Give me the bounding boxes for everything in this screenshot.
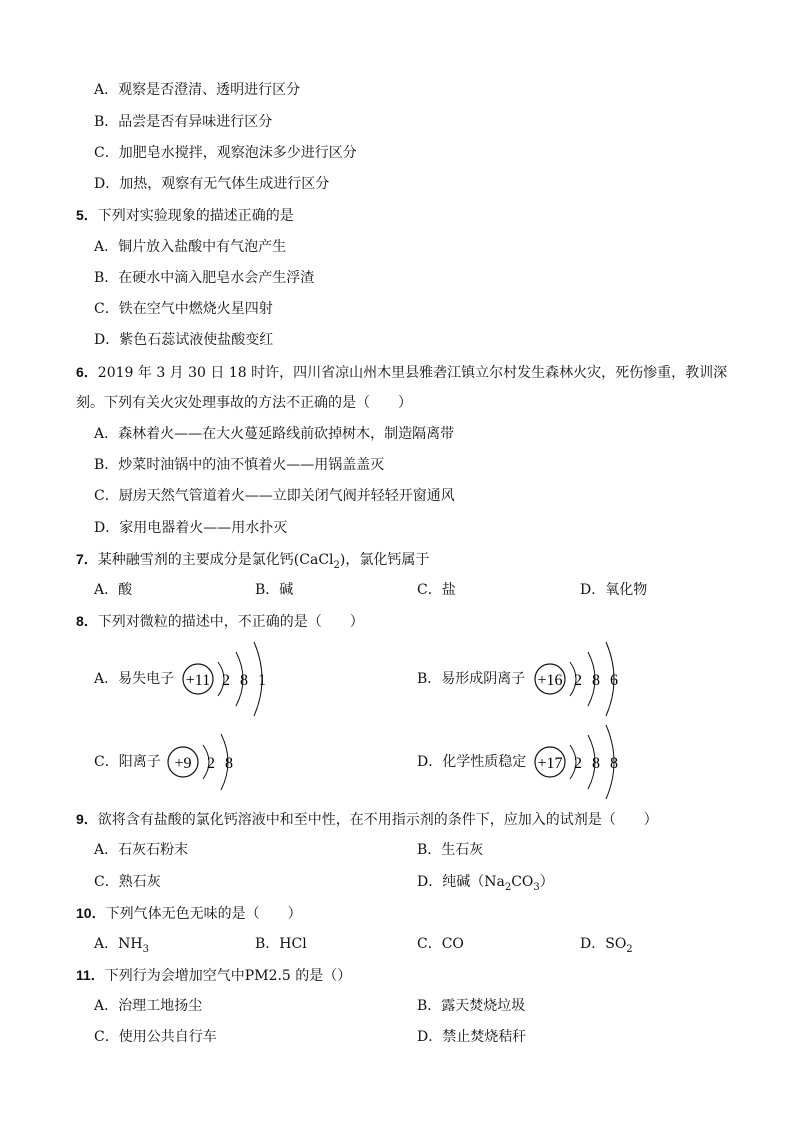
- nucleus-charge: +17: [537, 755, 563, 772]
- option-text: CO: [511, 874, 534, 890]
- shell-electrons-3: 6: [610, 672, 618, 689]
- question-11: [76, 965, 351, 986]
- q8-option-a-label: A．易失电子: [94, 671, 175, 687]
- subscript: 3: [142, 943, 149, 955]
- shell-electrons-2: 8: [240, 672, 248, 689]
- q8-option-c-label: C．阳离子: [94, 754, 161, 770]
- question-stem: 下列对实验现象的描述正确的是: [97, 208, 294, 224]
- q6-option-a: A．森林着火——在大火蔓延路线前砍掉树木，制造隔离带: [94, 426, 455, 442]
- subscript: 2: [333, 559, 340, 571]
- nucleus-charge: +11: [185, 672, 211, 689]
- question-5: [76, 205, 294, 226]
- q6-option-d: D．家用电器着火——用水扑灭: [94, 520, 288, 536]
- q7-option-d: D．氧化物: [580, 582, 648, 598]
- atom-structure-diagram-d: [530, 721, 630, 803]
- question-stem: 某种融雪剂的主要成分是氯化钙(CaCl: [97, 552, 334, 568]
- nucleus-charge: +9: [174, 755, 192, 772]
- question-number: 7．: [76, 551, 98, 567]
- q7-option-b: B．碱: [255, 582, 294, 598]
- q9-option-d: [417, 872, 554, 898]
- question-8: [76, 611, 364, 632]
- question-stem: 下列行为会增加空气中PM2.5 的是（）: [104, 968, 352, 984]
- q6-stem-line2: 刻。下列有关火灾处理事故的方法不正确的是（ ）: [76, 395, 412, 411]
- subscript: 2: [626, 943, 633, 955]
- q5-option-c: C．铁在空气中燃烧火星四射: [94, 301, 273, 317]
- q5-option-a: A．铜片放入盐酸中有气泡产生: [94, 239, 287, 255]
- shell-electrons-1: 2: [574, 672, 582, 689]
- option-text: ）: [539, 874, 554, 890]
- q9-option-b: B．生石灰: [417, 842, 484, 858]
- atom-structure-diagram-b: [530, 638, 630, 720]
- atom-structure-diagram-a: [178, 638, 278, 720]
- q6-option-c: C．厨房天然气管道着火——立即关闭气阀并轻轻开窗通风: [94, 488, 455, 504]
- q4-option-a: A．观察是否澄清、透明进行区分: [94, 82, 301, 98]
- q11-option-c: C．使用公共自行车: [94, 1029, 217, 1045]
- question-number: 11．: [76, 967, 105, 983]
- q9-option-a: A．石灰石粉末: [94, 842, 189, 858]
- q10-option-d: [580, 934, 633, 960]
- question-number: 6．: [76, 364, 98, 380]
- question-6: [76, 362, 727, 383]
- q11-option-b: B．露天焚烧垃圾: [417, 998, 526, 1014]
- option-text: D．SO: [580, 936, 627, 952]
- q6-option-b: B．炒菜时油锅中的油不慎着火——用锅盖盖灭: [94, 457, 385, 473]
- atom-structure-diagram-c: [163, 726, 243, 798]
- nucleus-charge: +16: [537, 672, 563, 689]
- shell-electrons-3: 8: [610, 755, 618, 772]
- question-number: 10．: [76, 905, 106, 921]
- q4-option-b: B．品尝是否有异味进行区分: [94, 114, 273, 130]
- q7-option-c: C．盐: [417, 582, 456, 598]
- shell-electrons-1: 2: [207, 755, 215, 772]
- option-text: D．纯碱（Na: [417, 874, 505, 890]
- shell-electrons-3: 1: [258, 672, 266, 689]
- q5-option-b: B．在硬水中滴入肥皂水会产生浮渣: [94, 270, 315, 286]
- q10-option-c: C．CO: [417, 936, 464, 952]
- q10-option-b: B．HCl: [255, 936, 307, 952]
- question-stem: 下列对微粒的描述中，不正确的是（ ）: [97, 614, 364, 630]
- subscript: 2: [504, 881, 512, 893]
- subscript: 3: [533, 881, 540, 893]
- q11-option-a: A．治理工地扬尘: [94, 998, 203, 1014]
- question-number: 9．: [76, 811, 98, 827]
- shell-electrons-1: 2: [222, 672, 230, 689]
- q4-option-d: D．加热，观察有无气体生成进行区分: [94, 176, 330, 192]
- question-9: [76, 809, 658, 830]
- question-number: 5．: [76, 207, 98, 223]
- shell-electrons-1: 2: [574, 755, 582, 772]
- q9-option-c: C．熟石灰: [94, 874, 161, 890]
- q8-option-d-label: D．化学性质稳定: [417, 754, 527, 770]
- question-number: 8．: [76, 613, 98, 629]
- shell-electrons-2: 8: [592, 672, 600, 689]
- q5-option-d: D．紫色石蕊试液使盐酸变红: [94, 332, 274, 348]
- question-10: [76, 903, 302, 924]
- shell-electrons-2: 8: [225, 755, 233, 772]
- q8-option-b-label: B．易形成阴离子: [417, 671, 526, 687]
- q4-option-c: C．加肥皂水搅拌，观察泡沫多少进行区分: [94, 145, 357, 161]
- question-7: [76, 549, 429, 576]
- question-stem: 下列气体无色无味的是（ ）: [105, 906, 302, 922]
- q10-option-a: [94, 934, 149, 960]
- q7-option-a: A．酸: [94, 582, 133, 598]
- question-stem: 欲将含有盐酸的氯化钙溶液中和至中性，在不用指示剂的条件下，应加入的试剂是（ ）: [97, 812, 658, 828]
- question-stem-end: )，氯化钙属于: [339, 552, 430, 568]
- shell-electrons-2: 8: [592, 755, 600, 772]
- question-stem: 2019 年 3 月 30 日 18 时许，四川省凉山州木里县雅砻江镇立尔村发生森林火灾，死伤惨重，教训深: [97, 365, 728, 381]
- q11-option-d: D．禁止焚烧秸秆: [417, 1029, 527, 1045]
- option-text: A．NH: [94, 936, 143, 952]
